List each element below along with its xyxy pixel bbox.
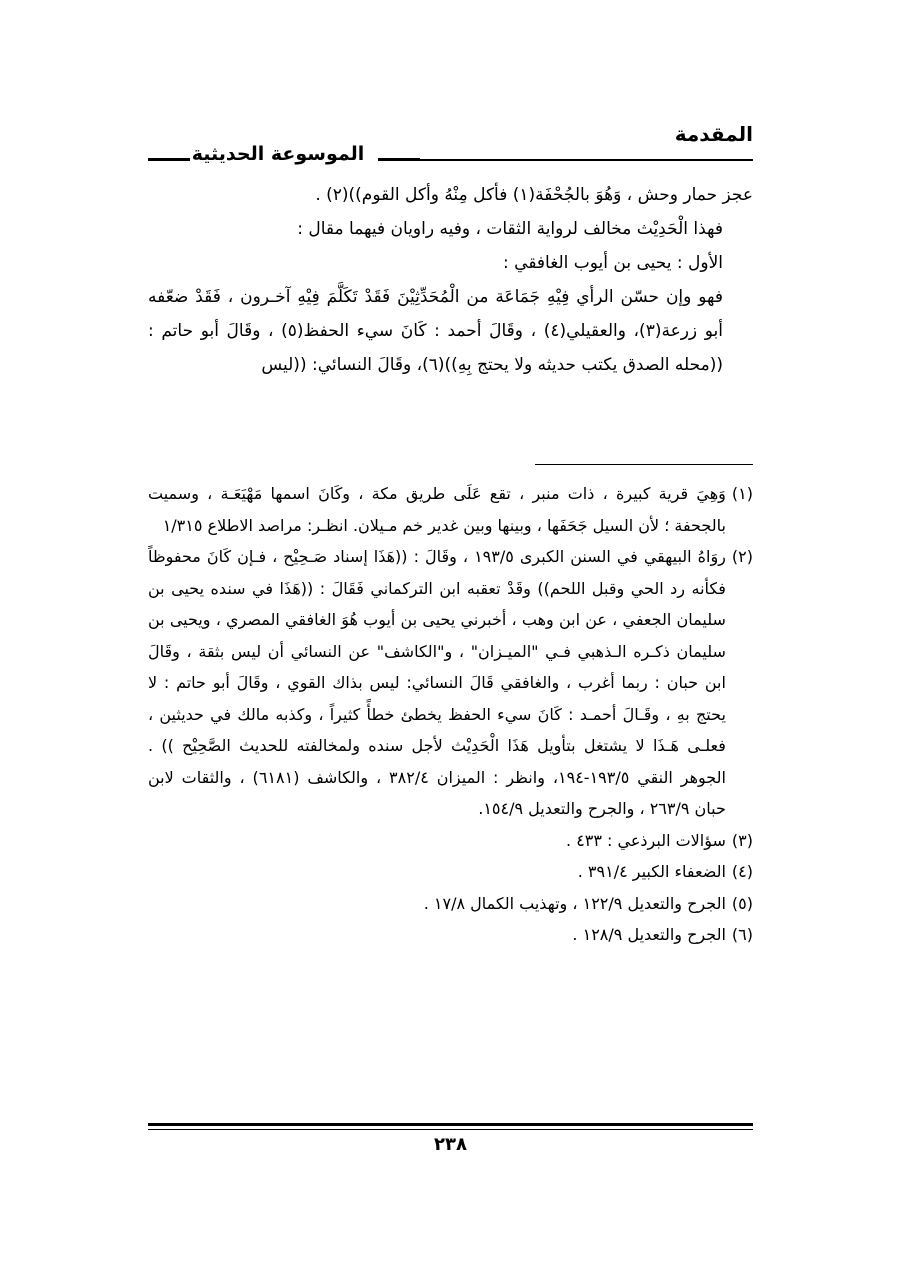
footnote-5 [148, 888, 753, 920]
running-title: الموسوعة الحديثية [184, 140, 373, 168]
footnote-text: الجرح والتعديل ١٢٨/٩ . [572, 925, 726, 944]
footnote-number: (٢) [731, 547, 753, 566]
footnote-number: (٣) [731, 830, 753, 850]
chapter-title: المقدمة [674, 122, 753, 146]
page-number: ٢٣٨ [434, 1134, 467, 1155]
footnote-separator [535, 464, 753, 465]
footnote-6 [148, 919, 753, 951]
body-paragraph-4: فهو وإن حسّن الرأي فِيْهِ جَمَاعَة من الْمُحَدِّثِيْنَ فَقَدْ تَكَلَّمَ فِيْهِ آخـرون ، فَقَدْ ضعّفه أبو زرعة(٣)، والعقيلي(٤) ، وقَالَ أحمد : كَانَ سيء الحفظ(٥) ، وقَالَ أبو حاتم : ((محله الصدق يكتب حديثه ولا يحتج بِهِ))(٦)، وقَالَ النسائي: ((ليس [148, 287, 723, 375]
footnote-number: (٥) [731, 893, 753, 913]
body-paragraph-1: عجز حمار وحش ، وَهُوَ بالجُحْفَة(١) فأكل مِنْهُ وأكل القوم))(٢) . [315, 185, 753, 205]
footer-rule-thin [148, 1129, 753, 1130]
body-paragraph-2: فهذا الْحَدِيْث مخالف لرواية الثقات ، وفيه راويان فيهما مقال : [297, 219, 723, 239]
body-paragraph-3: الأول : يحيى بن أيوب الغافقي : [503, 253, 723, 273]
page-header [148, 122, 753, 172]
title-dash-left [148, 158, 190, 161]
footnote-text: سؤالات البرذعي : ٤٣٣ . [566, 830, 726, 850]
footnote-text: وَهِيَ قرية كبيرة ، ذات منبر ، تقع عَلَى طريق مكة ، وكَانَ اسمها مَهْيَعَـة ، وسميت بالجحفة ؛ لأن السيل جَحَفَها ، وبينها وبين غدير خم مـيلان. انظـر: مراصد الاطلاع ١/٣١٥ [148, 484, 726, 535]
main-text [148, 178, 753, 382]
footnote-number: (١) [731, 484, 753, 503]
footnote-number: (٦) [731, 925, 753, 944]
footnotes [148, 478, 753, 951]
footnote-2 [148, 541, 753, 825]
footnote-3 [148, 825, 753, 857]
footnote-text: الجرح والتعديل ١٢٢/٩ ، وتهذيب الكمال ١٧/٨ . [423, 893, 726, 913]
footnote-number: (٤) [731, 862, 753, 881]
running-title-box [148, 140, 408, 180]
footnote-4 [148, 856, 753, 888]
title-dash-right [378, 158, 420, 161]
footnote-text: الضعفاء الكبير ٣٩١/٤ . [577, 862, 726, 881]
footnote-1 [148, 478, 753, 541]
footnote-text: روَاهُ البيهقي في السنن الكبرى ١٩٣/٥ ، وقَالَ : ((هَذَا إسناد صَـحِيْح ، فـإن كَانَ محفوظاً فكأنه رد الحي وقبل اللحم)) وقَدْ تعقبه ابن التركماني فَقَالَ : ((هَذَا في سنده يحيى بن سليمان الجعفي ، عن ابن وهب ، أخبرني يحيى بن أيوب هُوَ الغافقي المصري ، ويحيى بن سليمان ذكـره الـذهبي فـي "الميـزان" ، و"الكاشف" عن النسائي أن ليس بثقة ، وقَالَ ابن حبان : ربما أغرب ، والغافقي قَالَ النسائي: ليس بذاك القوي ، وقَالَ أبو حاتم : لا يحتج بهِ ، وقَـالَ أحمـد : كَانَ سيء الحفظ يخطئ خطأً كثيراً ، وكذبه مالك في حديثين ، فعلـى هَـذَا لا يشتغل بتأويل هَذَا الْحَدِيْث لأجل سنده ولمخالفته للحديث الصَّحِيْح )) . الجوهر النقي ١٩٣/٥-١٩٤، وانظر : الميزان ٣٨٢/٤ ، والكاشف (٦١٨١) ، والثقات لابن حبان ٢٦٣/٩ ، والجرح والتعديل ١٥٤/٩. [148, 547, 726, 818]
footer-rule-thick [148, 1123, 753, 1126]
